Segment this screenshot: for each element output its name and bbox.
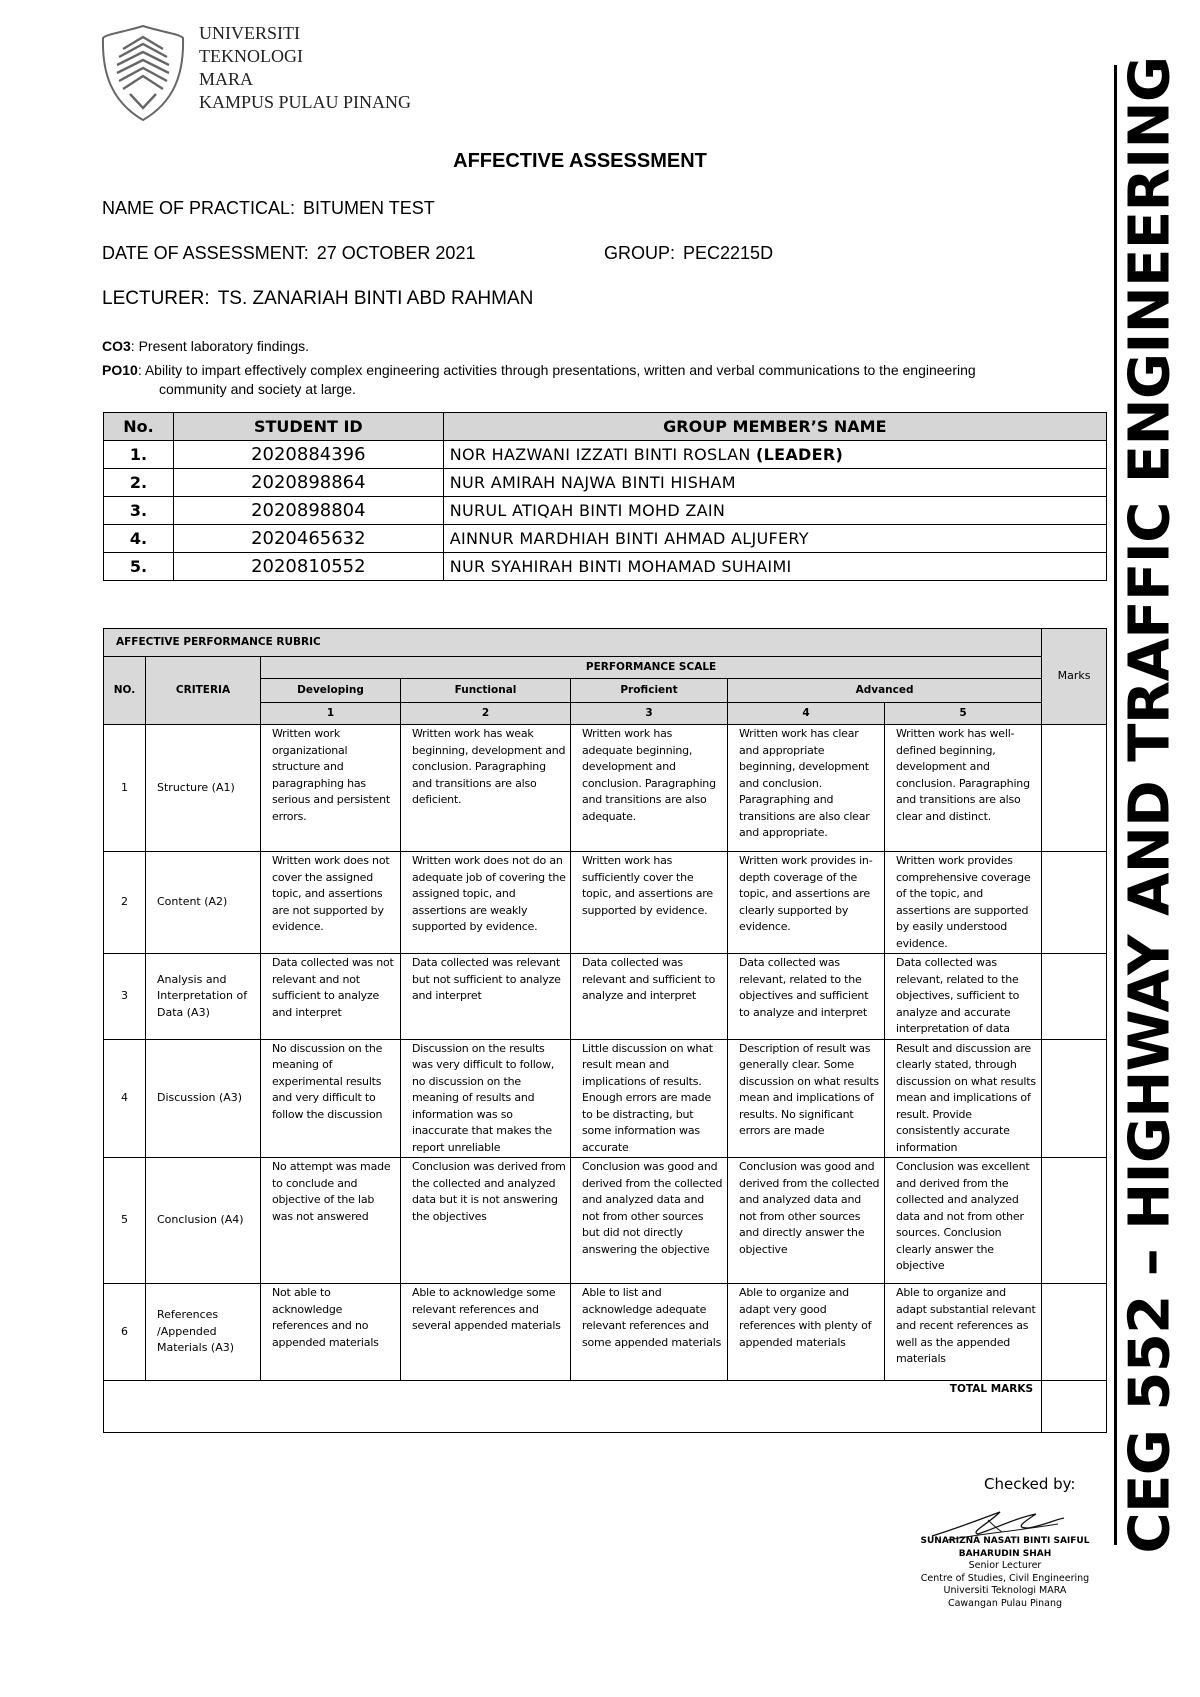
rubric-descriptor: No discussion on the meaning of experimental results and very difficult to follow the discussion — [261, 1039, 401, 1158]
column-header-name: GROUP MEMBER’S NAME — [443, 413, 1106, 441]
rubric-descriptor: Not able to acknowledge references and no appended materials — [261, 1284, 401, 1381]
rubric-descriptor: Written work does not cover the assigned topic, and assertions are not supported by evidence. — [261, 852, 401, 954]
rubric-descriptor: Result and discussion are clearly stated, through discussion on what results mean and implications of result. Provide consistently accurate information — [885, 1039, 1042, 1158]
student-id: 2020465632 — [173, 525, 443, 553]
scale-value: 4 — [728, 703, 885, 725]
group-members-table — [103, 412, 1107, 581]
rubric-descriptor: Able to acknowledge some relevant references and several appended materials — [401, 1284, 571, 1381]
course-banner — [1110, 56, 1190, 1554]
group-field — [604, 243, 773, 264]
level-proficient: Proficient — [571, 679, 728, 703]
rubric-descriptor: Written work provides in-depth coverage of the topic, and assertions are clearly supported by evidence. — [728, 852, 885, 954]
member-no: 2. — [104, 469, 174, 497]
member-name-cell — [443, 497, 1106, 525]
column-header-student-id: STUDENT ID — [173, 413, 443, 441]
rubric-row-no: 5 — [104, 1158, 146, 1284]
stamp-line: Cawangan Pulau Pinang — [947, 1597, 1063, 1609]
po-text: : Ability to impart effectively complex engineering activities through presentations, written and verbal communications to the engineering — [137, 362, 976, 378]
member-no: 1. — [104, 441, 174, 469]
rubric-row — [104, 852, 1107, 954]
program-outcome — [102, 361, 1112, 399]
rubric-row — [104, 954, 1107, 1040]
rubric-row-no: 3 — [104, 954, 146, 1040]
rubric-row-no: 4 — [104, 1039, 146, 1158]
rubric-descriptor: Data collected was not relevant and not sufficient to analyze and interpret — [261, 954, 401, 1040]
assessment-date-field — [102, 243, 475, 264]
rubric-row-no: 2 — [104, 852, 146, 954]
lecturer-label: LECTURER: — [102, 288, 210, 309]
rubric-descriptor: Description of result was generally clear. Some discussion on what results mean and implications of results. No significant errors are made — [728, 1039, 885, 1158]
member-row — [104, 525, 1107, 553]
member-row — [104, 497, 1107, 525]
lecturer-value: TS. ZANARIAH BINTI ABD RAHMAN — [217, 288, 534, 309]
official-stamp — [900, 1535, 1110, 1610]
member-name: NUR SYAHIRAH BINTI MOHAMAD SUHAIMI — [449, 557, 792, 576]
marks-header: Marks — [1042, 629, 1107, 725]
rubric-criteria: Analysis and Interpretation of Data (A3) — [146, 954, 261, 1040]
rubric-descriptor: Data collected was relevant, related to the objectives, sufficient to analyze and accurate interpretation of data — [885, 954, 1042, 1040]
performance-scale-header: PERFORMANCE SCALE — [261, 657, 1042, 679]
member-name-cell — [443, 525, 1106, 553]
rubric-criteria: Structure (A1) — [146, 725, 261, 852]
rubric-descriptor: Written work has sufficiently cover the topic, and assertions are supported by evidence. — [571, 852, 728, 954]
student-id: 2020898864 — [173, 469, 443, 497]
stamp-name: SUNARIZNA NASATI BINTI SAIFUL BAHARUDIN SHAH — [920, 1536, 1090, 1559]
marks-cell — [1042, 1158, 1107, 1284]
rubric-descriptor: Able to organize and adapt very good references with plenty of appended materials — [728, 1284, 885, 1381]
scale-value: 2 — [401, 703, 571, 725]
co-text: : Present laboratory findings. — [130, 338, 310, 354]
practical-name-field — [102, 198, 435, 219]
university-logo — [100, 24, 186, 122]
rubric-criteria: Conclusion (A4) — [146, 1158, 261, 1284]
rubric-descriptor: Written work has clear and appropriate beginning, development and conclusion. Paragraphing and transitions are also clear and appropriate. — [728, 725, 885, 852]
practical-label: NAME OF PRACTICAL: — [102, 198, 296, 218]
rubric-descriptor: Conclusion was good and derived from the collected and analyzed data and not from other sources and directly answer the objective — [728, 1158, 885, 1284]
member-row — [104, 553, 1107, 581]
marks-cell — [1042, 954, 1107, 1040]
marks-cell — [1042, 1039, 1107, 1158]
member-name: NURUL ATIQAH BINTI MOHD ZAIN — [449, 501, 726, 520]
course-banner-text: CEG 552 – HIGHWAY AND TRAFFIC ENGINEERING — [1117, 56, 1183, 1554]
column-header-no: No. — [104, 413, 174, 441]
marks-cell — [1042, 852, 1107, 954]
member-name-cell — [443, 553, 1106, 581]
rubric-row — [104, 725, 1107, 852]
checked-by-label: Checked by: — [984, 1475, 1076, 1493]
rubric-row — [104, 1284, 1107, 1381]
member-row — [104, 441, 1107, 469]
university-line: UNIVERSITI — [199, 23, 300, 43]
scale-value: 5 — [885, 703, 1042, 725]
rubric-row — [104, 1158, 1107, 1284]
university-line: KAMPUS PULAU PINANG — [199, 92, 412, 112]
level-functional: Functional — [401, 679, 571, 703]
rubric-descriptor: Written work has weak beginning, development and conclusion. Paragraphing and transitions are also deficient. — [401, 725, 571, 852]
po-text-continued: community and society at large. — [159, 381, 356, 397]
rubric-descriptor: Written work provides comprehensive coverage of the topic, and assertions are supported by easily understood evidence. — [885, 852, 1042, 954]
rubric-criteria: References /Appended Materials (A3) — [146, 1284, 261, 1381]
student-id: 2020810552 — [173, 553, 443, 581]
rubric-descriptor: Conclusion was excellent and derived from the collected and analyzed data and not from other sources. Conclusion clearly answer the objective — [885, 1158, 1042, 1284]
rubric-row — [104, 1039, 1107, 1158]
total-marks-cell — [1042, 1381, 1107, 1433]
member-name: AINNUR MARDHIAH BINTI AHMAD ALJUFERY — [449, 529, 809, 548]
member-name-cell — [443, 441, 1106, 469]
rubric-descriptor: Conclusion was good and derived from the collected and analyzed data and not from other sources but did not directly answering the objective — [571, 1158, 728, 1284]
date-value: 27 OCTOBER 2021 — [316, 243, 476, 263]
rubric-descriptor: Data collected was relevant, related to the objectives and sufficient to analyze and interpret — [728, 954, 885, 1040]
rubric-descriptor: No attempt was made to conclude and objective of the lab was not answered — [261, 1158, 401, 1284]
rubric-descriptor: Written work organizational structure and paragraphing has serious and persistent errors. — [261, 725, 401, 852]
student-id: 2020898804 — [173, 497, 443, 525]
stamp-line: Centre of Studies, Civil Engineering — [920, 1572, 1090, 1584]
total-row — [104, 1381, 1107, 1433]
group-label: GROUP: — [604, 243, 676, 263]
rubric-descriptor: Conclusion was derived from the collected and analyzed data but it is not answering the objectives — [401, 1158, 571, 1284]
university-name — [199, 22, 411, 114]
rubric-title: AFFECTIVE PERFORMANCE RUBRIC — [104, 629, 1042, 657]
rubric-row-no: 6 — [104, 1284, 146, 1381]
leader-note: (LEADER) — [756, 445, 844, 464]
member-row — [104, 469, 1107, 497]
member-name-cell — [443, 469, 1106, 497]
stamp-line: Senior Lecturer — [968, 1560, 1042, 1571]
member-no: 4. — [104, 525, 174, 553]
rubric-descriptor: Data collected was relevant but not sufficient to analyze and interpret — [401, 954, 571, 1040]
rubric-descriptor: Able to list and acknowledge adequate relevant references and some appended materials — [571, 1284, 728, 1381]
stamp-line: Universiti Teknologi MARA — [943, 1585, 1067, 1596]
date-label: DATE OF ASSESSMENT: — [102, 243, 309, 263]
rubric-descriptor: Written work does not do an adequate job of covering the assigned topic, and assertions are weakly supported by evidence. — [401, 852, 571, 954]
student-id: 2020884396 — [173, 441, 443, 469]
criteria-header: CRITERIA — [146, 657, 261, 725]
member-no: 5. — [104, 553, 174, 581]
group-value: PEC2215D — [683, 243, 774, 263]
rubric-descriptor: Little discussion on what result mean and implications of results. Enough errors are made to be distracting, but some information was accurate — [571, 1039, 728, 1158]
university-line: MARA — [199, 69, 254, 89]
scale-value: 3 — [571, 703, 728, 725]
co-label: CO3 — [102, 338, 131, 354]
course-outcome — [102, 338, 309, 354]
po-label: PO10 — [102, 362, 138, 378]
rubric-descriptor: Discussion on the results was very difficult to follow, no discussion on the meaning of results and information was so inaccurate that makes the report unreliable — [401, 1039, 571, 1158]
lecturer-field — [102, 288, 533, 310]
rubric-criteria: Discussion (A3) — [146, 1039, 261, 1158]
rubric-descriptor: Able to organize and adapt substantial relevant and recent references as well as the appended materials — [885, 1284, 1042, 1381]
marks-cell — [1042, 725, 1107, 852]
level-developing: Developing — [261, 679, 401, 703]
rubric-criteria: Content (A2) — [146, 852, 261, 954]
marks-cell — [1042, 1284, 1107, 1381]
level-advanced: Advanced — [728, 679, 1042, 703]
no-header: NO. — [104, 657, 146, 725]
member-name: NOR HAZWANI IZZATI BINTI ROSLAN — [449, 445, 751, 464]
university-line: TEKNOLOGI — [199, 46, 303, 66]
rubric-descriptor: Written work has adequate beginning, development and conclusion. Paragraphing and transitions are also adequate. — [571, 725, 728, 852]
member-name: NUR AMIRAH NAJWA BINTI HISHAM — [449, 473, 736, 492]
member-no: 3. — [104, 497, 174, 525]
rubric-descriptor: Data collected was relevant and sufficient to analyze and interpret — [571, 954, 728, 1040]
rubric-row-no: 1 — [104, 725, 146, 852]
practical-value: BITUMEN TEST — [303, 198, 435, 218]
rubric-descriptor: Written work has well-defined beginning, development and conclusion. Paragraphing and transitions are also clear and distinct. — [885, 725, 1042, 852]
page-title: AFFECTIVE ASSESSMENT — [453, 150, 707, 172]
total-marks-label: TOTAL MARKS — [104, 1381, 1042, 1433]
affective-rubric-table — [103, 628, 1107, 1433]
scale-value: 1 — [261, 703, 401, 725]
